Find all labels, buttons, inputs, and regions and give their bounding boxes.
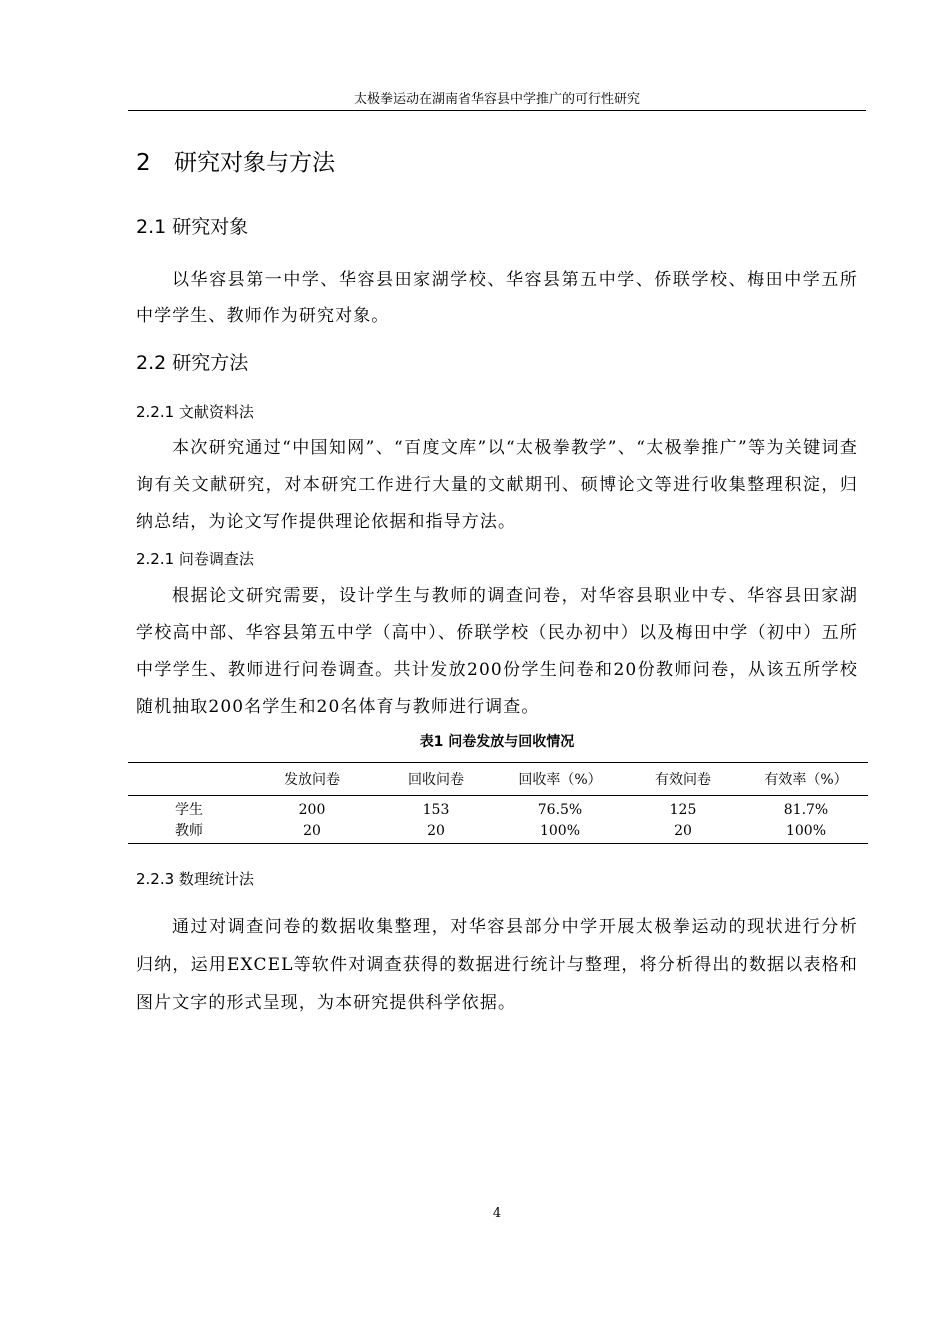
table-header-cell: 回收问卷 [374,763,498,796]
table-cell: 153 [422,801,450,818]
subsubsection-heading-statistics: 2.2.3 数理统计法 [136,870,254,888]
table-cell: 125 [669,801,697,818]
paragraph-questionnaire-method: 根据论文研究需要，设计学生与教师的调查问卷，对华容县职业中专、华容县田家湖学校高中部、华容县第五中学（高中）、侨联学校（民办初中）以及梅田中学（初中）五所中学学生、教师进行问卷调查。共计发放200份学生问卷和20份教师问卷，从该五所学校随机抽取200名学生和20名体育与教师进行调查。 [136,586,858,717]
paragraph-statistics-method: 通过对调查问卷的数据收集整理，对华容县部分中学开展太极拳运动的现状进行分析归纳，运用EXCEL等软件对调查获得的数据进行统计与整理，将分析得出的数据以表格和图片文字的形式呈现，为本研究提供科学依据。 [136,917,858,1013]
table-cell: 100% [744,820,868,844]
questionnaire-table [128,762,868,844]
section-title: 研究对象与方法 [174,150,335,176]
section-number: 2 [136,150,151,176]
table-cell: 200 [298,801,326,818]
table-cell: 学生 [175,801,203,818]
running-header: 太极拳运动在湖南省华容县中学推广的可行性研究 [353,92,640,107]
table-header-cell [128,763,250,796]
table-cell: 100% [498,820,622,844]
subsection-heading-2-2: 2.2 研究方法 [136,352,249,374]
table-cell: 81.7% [783,801,829,818]
table-header-cell: 有效问卷 [622,763,744,796]
table-caption: 表1 问卷发放与回收情况 [419,734,575,750]
header-rule [128,110,866,111]
table-row [128,796,868,821]
table-cell: 76.5% [537,801,583,818]
table-header-cell: 有效率（%） [744,763,868,796]
table-cell: 20 [250,820,374,844]
table-header-cell: 发放问卷 [250,763,374,796]
subsubsection-heading-questionnaire: 2.2.1 问卷调查法 [136,550,254,568]
table-cell: 20 [622,820,744,844]
table-row [128,820,868,844]
subsubsection-heading-literature: 2.2.1 文献资料法 [136,403,254,421]
paragraph-literature-method: 本次研究通过“中国知网”、“百度文库”以“太极拳教学”、“太极拳推广”等为关键词查询有关文献研究，对本研究工作进行大量的文献期刊、硕博论文等进行收集整理积淀，归纳总结，为论文写作提供理论依据和指导方法。 [136,438,858,532]
table-header-row [128,763,868,796]
subsection-heading-2-1: 2.1 研究对象 [136,216,249,238]
table-cell: 20 [374,820,498,844]
table-header-cell: 回收率（%） [498,763,622,796]
table-cell: 教师 [128,820,250,844]
section-heading-2 [136,148,335,178]
page-number: 4 [492,1206,502,1221]
paragraph-research-subjects: 以华容县第一中学、华容县田家湖学校、华容县第五中学、侨联学校、梅田中学五所中学学生、教师作为研究对象。 [136,270,858,326]
